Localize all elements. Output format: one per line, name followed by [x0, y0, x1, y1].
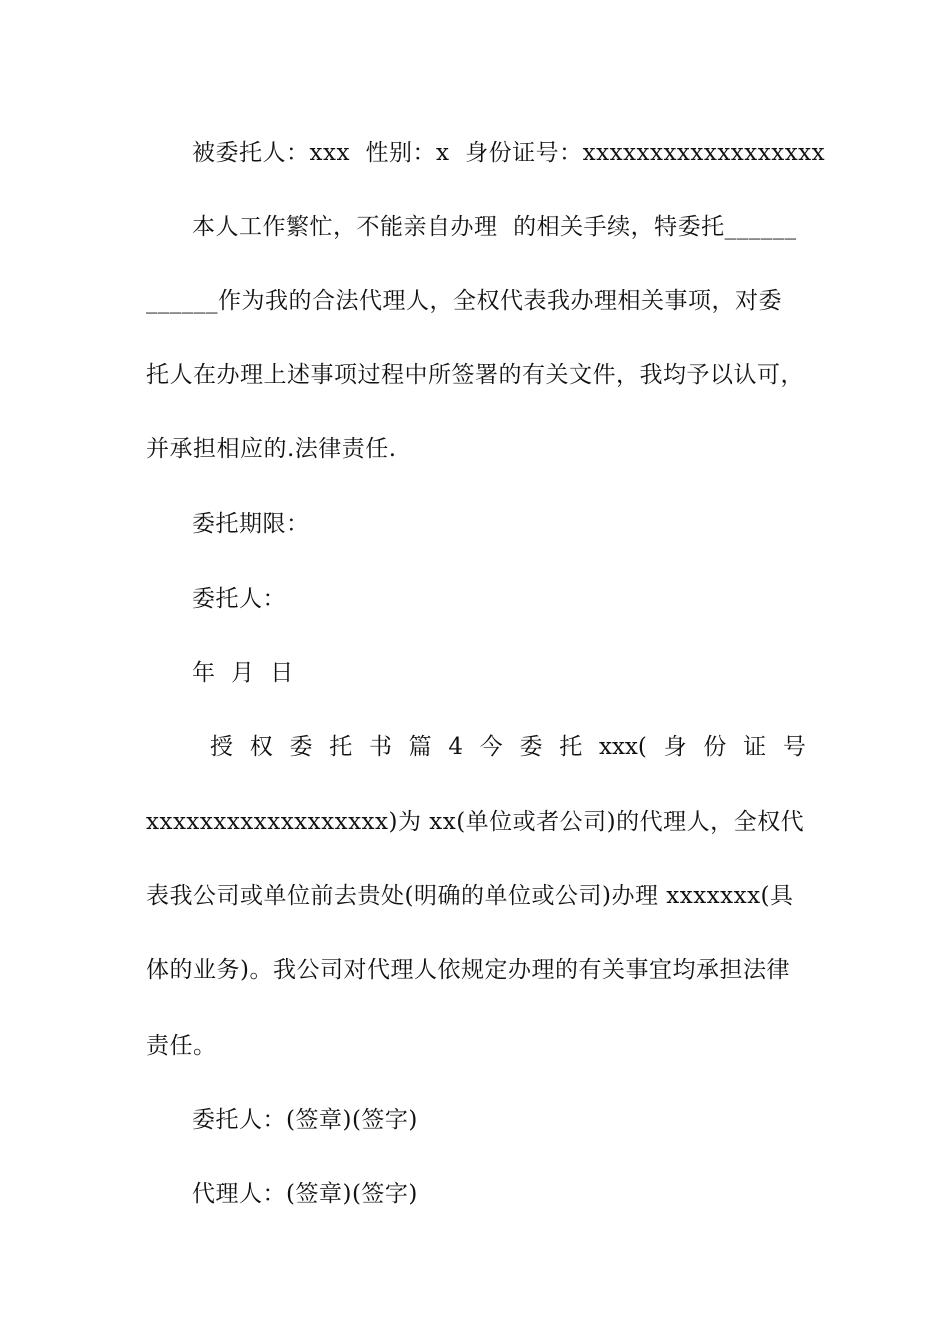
- heading-token: 今: [479, 734, 503, 760]
- section-heading-line: [210, 731, 806, 763]
- heading-token: xxx(: [598, 734, 647, 760]
- heading-token: 委: [289, 734, 313, 760]
- paragraph-line: 本人工作繁忙，不能亲自办理 的相关手续，特委托______: [192, 214, 797, 240]
- heading-token: 证: [743, 734, 767, 760]
- paragraph-line: ______作为我的合法代理人，全权代表我办理相关事项，对委: [146, 288, 782, 314]
- heading-token: 份: [703, 734, 727, 760]
- heading-token: 书: [368, 734, 392, 760]
- principal-label: 委托人：: [192, 586, 286, 612]
- paragraph-line: 并承担相应的.法律责任.: [146, 436, 397, 462]
- heading-token: 篇: [408, 734, 432, 760]
- term-label: 委托期限：: [192, 511, 310, 537]
- heading-token: 委: [519, 734, 543, 760]
- heading-token: 4: [448, 734, 464, 760]
- date-line: 年 月 日: [192, 660, 294, 686]
- principal-signature-line: 委托人：(签章)(签字): [192, 1107, 418, 1133]
- heading-token: 权: [249, 734, 273, 760]
- heading-token: 授: [210, 734, 233, 760]
- heading-token: 号: [782, 734, 806, 760]
- paragraph-line: xxxxxxxxxxxxxxxxxx)为 xx(单位或者公司)的代理人，全权代: [146, 809, 805, 835]
- heading-token: 托: [329, 734, 353, 760]
- paragraph-line: 表我公司或单位前去贵处(明确的单位或公司)办理 xxxxxxx(具: [146, 883, 794, 909]
- paragraph-line: 责任。: [146, 1033, 217, 1059]
- trustee-info-line: 被委托人：xxx 性别：x 身份证号：xxxxxxxxxxxxxxxxxx: [192, 140, 826, 166]
- paragraph-line: 托人在办理上述事项过程中所签署的有关文件，我均予以认可，: [146, 362, 804, 388]
- heading-token: 托: [559, 734, 583, 760]
- agent-signature-line: 代理人：(签章)(签字): [192, 1181, 418, 1207]
- heading-token: 身: [663, 734, 687, 760]
- paragraph-line: 体的业务)。我公司对代理人依规定办理的有关事宜均承担法律: [146, 957, 790, 983]
